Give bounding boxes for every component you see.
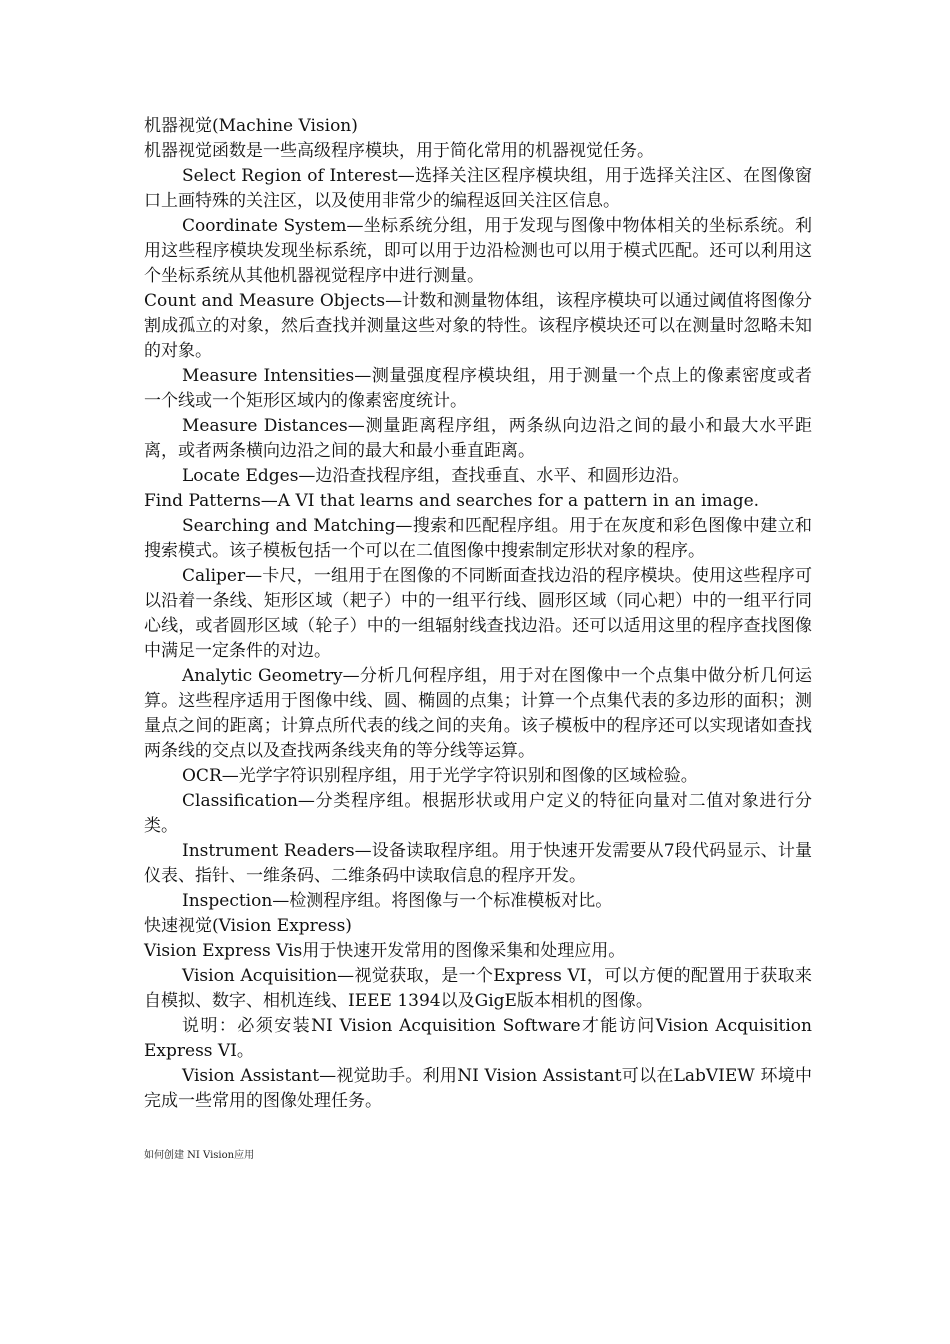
paragraph-searching-matching: Searching and Matching—搜索和匹配程序组。用于在灰度和彩色图像中建立和搜索模式。该子模板包括一个可以在二值图像中搜索制定形状对象的程序。 bbox=[144, 516, 812, 561]
paragraph-caliper: Caliper—卡尺，一组用于在图像的不同断面查找边沿的程序模块。使用这些程序可以沿着一条线、矩形区域（耙子）中的一组平行线、圆形区域（同心耙）中的一组平行同心线，或者圆形区域（轮子）中的一组辐射线查找边沿。还可以适用这里的程序查找图像中满足一定条件的对边。 bbox=[144, 566, 812, 661]
paragraph-select-roi: Select Region of Interest—选择关注区程序模块组，用于选择关注区、在图像窗口上画特殊的关注区，以及使用非常少的编程返回关注区信息。 bbox=[144, 166, 812, 211]
paragraph-vision-assistant: Vision Assistant—视觉助手。利用NI Vision Assistant可以在LabVIEW 环境中完成一些常用的图像处理任务。 bbox=[144, 1066, 812, 1111]
paragraph-classification: Classification—分类程序组。根据形状或用户定义的特征向量对二值对象进行分类。 bbox=[144, 791, 812, 836]
paragraph-instrument-readers: Instrument Readers—设备读取程序组。用于快速开发需要从7段代码显示、计量仪表、指针、一维条码、二维条码中读取信息的程序开发。 bbox=[144, 841, 812, 886]
paragraph-vision-acquisition: Vision Acquisition—视觉获取，是一个Express VI，可以方便的配置用于获取来自模拟、数字、相机连线、IEEE 1394以及GigE版本相机的图像。 bbox=[144, 966, 812, 1011]
paragraph-count-measure-objects: Count and Measure Objects—计数和测量物体组，该程序模块可以通过阈值将图像分割成孤立的对象，然后查找并测量这些对象的特性。该程序模块还可以在测量时忽略未知的对象。 bbox=[144, 291, 812, 361]
paragraph-analytic-geometry: Analytic Geometry—分析几何程序组，用于对在图像中一个点集中做分析几何运算。这些程序适用于图像中线、圆、椭圆的点集；计算一个点集代表的多边形的面积；测量点之间的距离；计算点所代表的线之间的夹角。该子模板中的程序还可以实现诸如查找两条线的交点以及查找两条线夹角的等分线等运算。 bbox=[144, 666, 812, 761]
section-intro-machine-vision: 机器视觉函数是一些高级程序模块，用于简化常用的机器视觉任务。 bbox=[144, 141, 654, 161]
paragraph-note: 说明：必须安装NI Vision Acquisition Software才能访问Vision Acquisition Express VI。 bbox=[144, 1016, 812, 1061]
paragraph-measure-distances: Measure Distances—测量距离程序组，两条纵向边沿之间的最小和最大水平距离，或者两条横向边沿之间的最大和最小垂直距离。 bbox=[144, 416, 812, 461]
section-heading-vision-express: 快速视觉(Vision Express) bbox=[144, 916, 352, 936]
paragraph-measure-intensities: Measure Intensities—测量强度程序模块组，用于测量一个点上的像素密度或者一个线或一个矩形区域内的像素密度统计。 bbox=[144, 366, 812, 411]
section-intro-vision-express: Vision Express Vis用于快速开发常用的图像采集和处理应用。 bbox=[144, 941, 626, 961]
paragraph-inspection: Inspection—检测程序组。将图像与一个标准模板对比。 bbox=[182, 891, 613, 911]
document-body bbox=[144, 114, 812, 1114]
paragraph-ocr: OCR—光学字符识别程序组，用于光学字符识别和图像的区域检验。 bbox=[182, 766, 698, 786]
paragraph-coordinate-system: Coordinate System—坐标系统分组，用于发现与图像中物体相关的坐标系统。利用这些程序模块发现坐标系统，即可以用于边沿检测也可以用于模式匹配。还可以利用这个坐标系统从其他机器视觉程序中进行测量。 bbox=[144, 216, 812, 286]
paragraph-locate-edges: Locate Edges—边沿查找程序组，查找垂直、水平、和圆形边沿。 bbox=[182, 466, 690, 486]
section-heading-machine-vision: 机器视觉(Machine Vision) bbox=[144, 116, 358, 136]
paragraph-find-patterns: Find Patterns—A VI that learns and searches for a pattern in an image. bbox=[144, 491, 760, 511]
page-footer: 如何创建 NI Vision应用 bbox=[144, 1150, 255, 1161]
